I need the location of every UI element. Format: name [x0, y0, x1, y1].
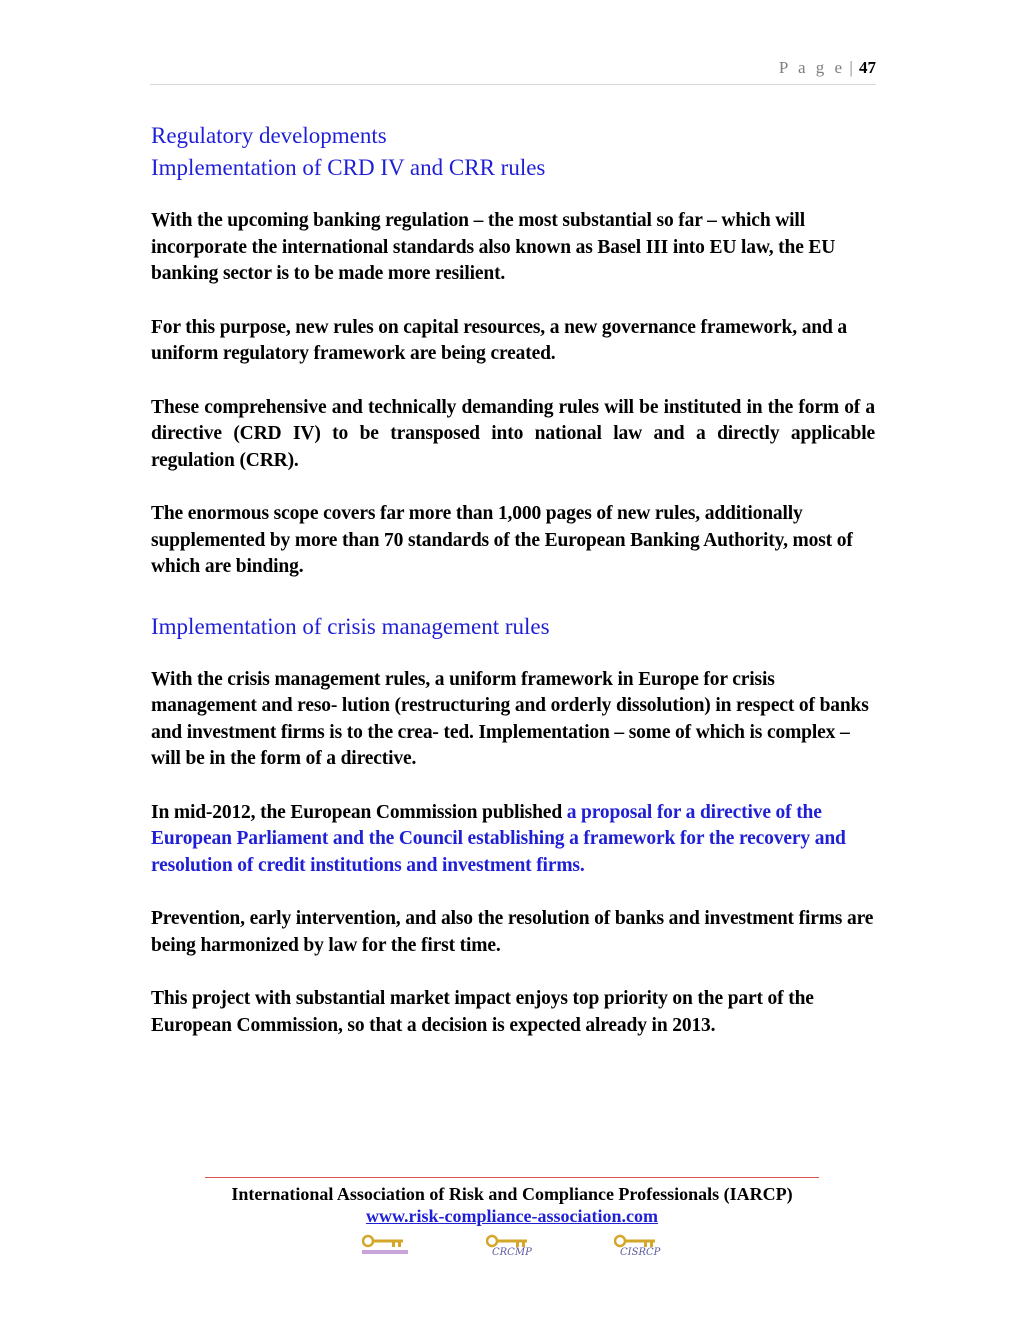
section-subtitle: Implementation of CRD IV and CRR rules — [151, 155, 546, 180]
footer-website-link[interactable]: www.risk-compliance-association.com — [366, 1206, 658, 1226]
key-logo-icon — [614, 1234, 674, 1262]
logo-banner — [362, 1250, 408, 1254]
page-header — [150, 58, 876, 85]
paragraph — [151, 800, 875, 880]
proposal-link[interactable]: a proposal for a directive of the European Parliament and the Council establishing a framework for the recovery and resolution of credit institutions and investment firms. — [151, 801, 846, 876]
paragraph: For this purpose, new rules on capital resources, a new governance framework, and a uniform regulatory framework are being created. — [151, 316, 848, 364]
page-label: P a g e — [778, 58, 846, 77]
logo-label-cisrcp: CISRCP — [620, 1247, 661, 1258]
paragraph: With the crisis management rules, a uniform framework in Europe for crisis management and reso- lution (restructuring and orderly dissolution) in respect of banks and investment firms is to the crea- ted. Implementation – some of which is complex – will be in the form of a directive. — [151, 668, 869, 769]
paragraph-text: In mid-2012, the European Commission published — [151, 801, 567, 823]
paragraph: This project with substantial market impact enjoys top priority on the part of the European Commission, so that a decision is expected already in 2013. — [151, 988, 814, 1036]
logo-label-crcmp: CRCMP — [492, 1247, 532, 1258]
page-number: 47 — [859, 58, 876, 77]
paragraph: Prevention, early intervention, and also the resolution of banks and investment firms are being harmonized by law for the first time. — [151, 908, 874, 956]
section-heading: Implementation of crisis management rules — [151, 613, 550, 639]
page-footer — [205, 1177, 819, 1227]
title-block — [151, 120, 875, 184]
key-logo-icon — [362, 1234, 422, 1262]
paragraph: These comprehensive and technically demanding rules will be instituted in the form of a directive (CRD IV) to be transposed into national law and a directly applicable regulation (CRR). — [151, 396, 875, 471]
paragraph: The enormous scope covers far more than 1,000 pages of new rules, additionally supplemented by more than 70 standards of the European Banking Authority, most of which are binding. — [151, 503, 853, 577]
key-logo-icon — [362, 1234, 410, 1250]
footer-logos — [0, 1234, 1024, 1264]
section-title: Regulatory developments — [151, 123, 387, 148]
key-logo-icon — [486, 1234, 546, 1262]
footer-organization: International Association of Risk and Compliance Professionals (IARCP) — [231, 1184, 793, 1204]
main-content — [151, 120, 875, 1039]
page-separator: | — [849, 58, 853, 77]
paragraph: With the upcoming banking regulation – the most substantial so far – which will incorporate the international standards also known as Basel III into EU law, the EU banking sector is to be made more resilient. — [151, 210, 836, 284]
